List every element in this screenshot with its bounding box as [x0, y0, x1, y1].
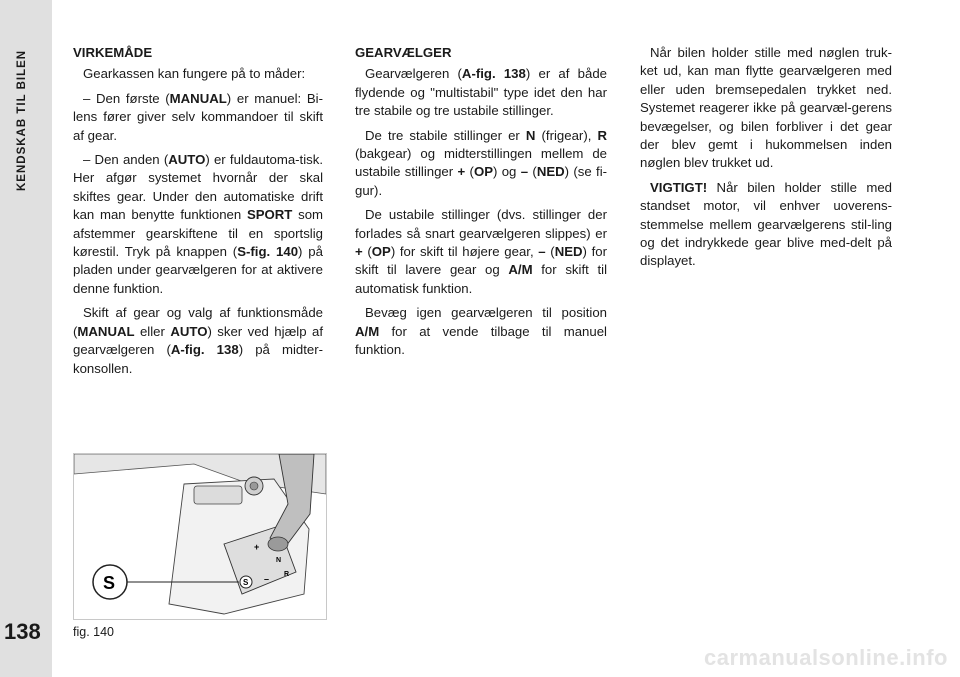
text: (: [528, 164, 537, 180]
term: A/M: [355, 323, 380, 339]
s-button-label: S: [243, 578, 249, 587]
text: (: [545, 244, 555, 260]
gate-label-r: R: [284, 571, 290, 578]
gear-selector-illustration: [74, 454, 326, 619]
term: A/M: [508, 262, 533, 278]
heading-gearvaelger: GEARVÆLGER: [355, 45, 452, 60]
text: (bakgear) og midterstillingen mellem de ustabile stillinger: [355, 146, 607, 180]
heading-virkemade: VIRKEMÅDE: [73, 45, 153, 60]
term: N: [525, 127, 536, 143]
section-title: KENDSKAB TIL BILEN: [16, 50, 28, 192]
paragraph: [640, 44, 892, 173]
text: (: [362, 244, 372, 260]
term: OP: [473, 164, 493, 180]
paragraph: [355, 65, 607, 120]
watermark: carmanualsonline.info: [704, 645, 948, 670]
term: NED: [554, 244, 583, 260]
term: MANUAL: [169, 90, 227, 106]
column-3: [640, 44, 892, 277]
page-number: 138: [4, 619, 41, 644]
text: ) og: [493, 164, 521, 180]
text: ) er manuel: Bi-lens fører giver selv kommandoer til skift af gear.: [73, 90, 323, 143]
gate-label-minus: –: [264, 574, 270, 584]
text: som afstemmer gearskiftene til en sportslig kørestil. Tryk på knappen (: [73, 207, 324, 260]
figure-caption: fig. 140: [73, 625, 115, 639]
text: Gearvælgeren (: [365, 66, 462, 82]
callout-label: S: [103, 573, 116, 593]
text: ) for skift til lavere gear og: [355, 244, 607, 278]
term: AUTO: [168, 152, 206, 168]
paragraph: [640, 179, 892, 271]
text: ) sker ved hjælp af gearvælgeren (: [73, 323, 323, 358]
text: (: [465, 164, 474, 180]
paragraph: [355, 206, 607, 298]
figure-ref: A-fig. 138: [461, 66, 526, 82]
sidebar: [0, 0, 52, 677]
paragraph: [355, 127, 607, 201]
paragraph: [73, 90, 323, 145]
text: ) (se fi-gur).: [355, 164, 608, 198]
gate-label-plus: +: [254, 542, 260, 552]
figure-gear-selector: [73, 453, 327, 620]
figure-ref: S-fig. 140: [237, 244, 299, 260]
gate-label-n: N: [276, 557, 282, 564]
text: De tre stabile stillinger er: [365, 127, 526, 143]
paragraph: [355, 304, 607, 359]
warning-label: VIGTIGT!: [650, 179, 708, 195]
term: –: [520, 164, 529, 180]
term: +: [457, 164, 466, 180]
paragraph: [73, 65, 323, 83]
figure-ref: A-fig. 138: [170, 342, 239, 358]
term: NED: [536, 164, 565, 180]
column-2: [355, 44, 607, 366]
text: ) er fuldautoma-tisk. Her afgør systemet hvornår der skal skiftes gear. Under den automatiske drift kan man benytte funktionen: [73, 152, 323, 223]
text: ) på pladen under gearvælgeren for at aktivere denne funktion.: [73, 244, 323, 296]
text: for at vende tilbage til manuel funktion.: [355, 323, 607, 358]
text: Gearkassen kan fungere på to måder:: [83, 66, 306, 82]
text: Skift af gear og valg af funktionsmåde (: [73, 305, 323, 339]
text: Bevæg igen gearvælgeren til position: [365, 305, 607, 321]
term: AUTO: [170, 323, 208, 339]
term: MANUAL: [77, 323, 135, 339]
text: Når bilen holder stille med nøglen truk-ket ud, kan man flytte gearvælgeren med eller uden bremsepedalen trykket ned. Systemet reagerer ikke på gearvæl-gerens bevægelser, og bilen forbliver i det gear der blev gemt i hukommelsen inden nøglen blev trukket ud.: [640, 45, 892, 171]
text: – Den første (: [83, 90, 170, 106]
text: De ustabile stillinger (dvs. stillinger der forlades så snart gearvælgeren slippes) er: [355, 207, 607, 241]
text: eller: [134, 323, 171, 339]
term: –: [538, 244, 546, 260]
text: – Den anden (: [83, 152, 169, 168]
text: ) for skift til højere gear,: [390, 244, 539, 260]
term: R: [597, 127, 607, 143]
paragraph: [73, 304, 323, 378]
paragraph: [73, 151, 323, 298]
column-1: [73, 44, 323, 384]
text: (frigear),: [535, 127, 598, 143]
text: ) er af både flydende og "multistabil" type idet den har tre stabile og tre ustabile stillinger.: [355, 66, 608, 119]
text: Når bilen holder stille med standset motor, vil enhver uoverens-stemmelse mellem gearvælgerens stil-ling og det indrykkede gear blive med-delt på displayet.: [640, 179, 892, 269]
term: SPORT: [246, 207, 293, 223]
term: OP: [371, 244, 391, 260]
text: ) på midter-konsollen.: [73, 342, 323, 376]
term: +: [355, 244, 363, 260]
text: for skift til automatisk funktion.: [355, 262, 607, 296]
